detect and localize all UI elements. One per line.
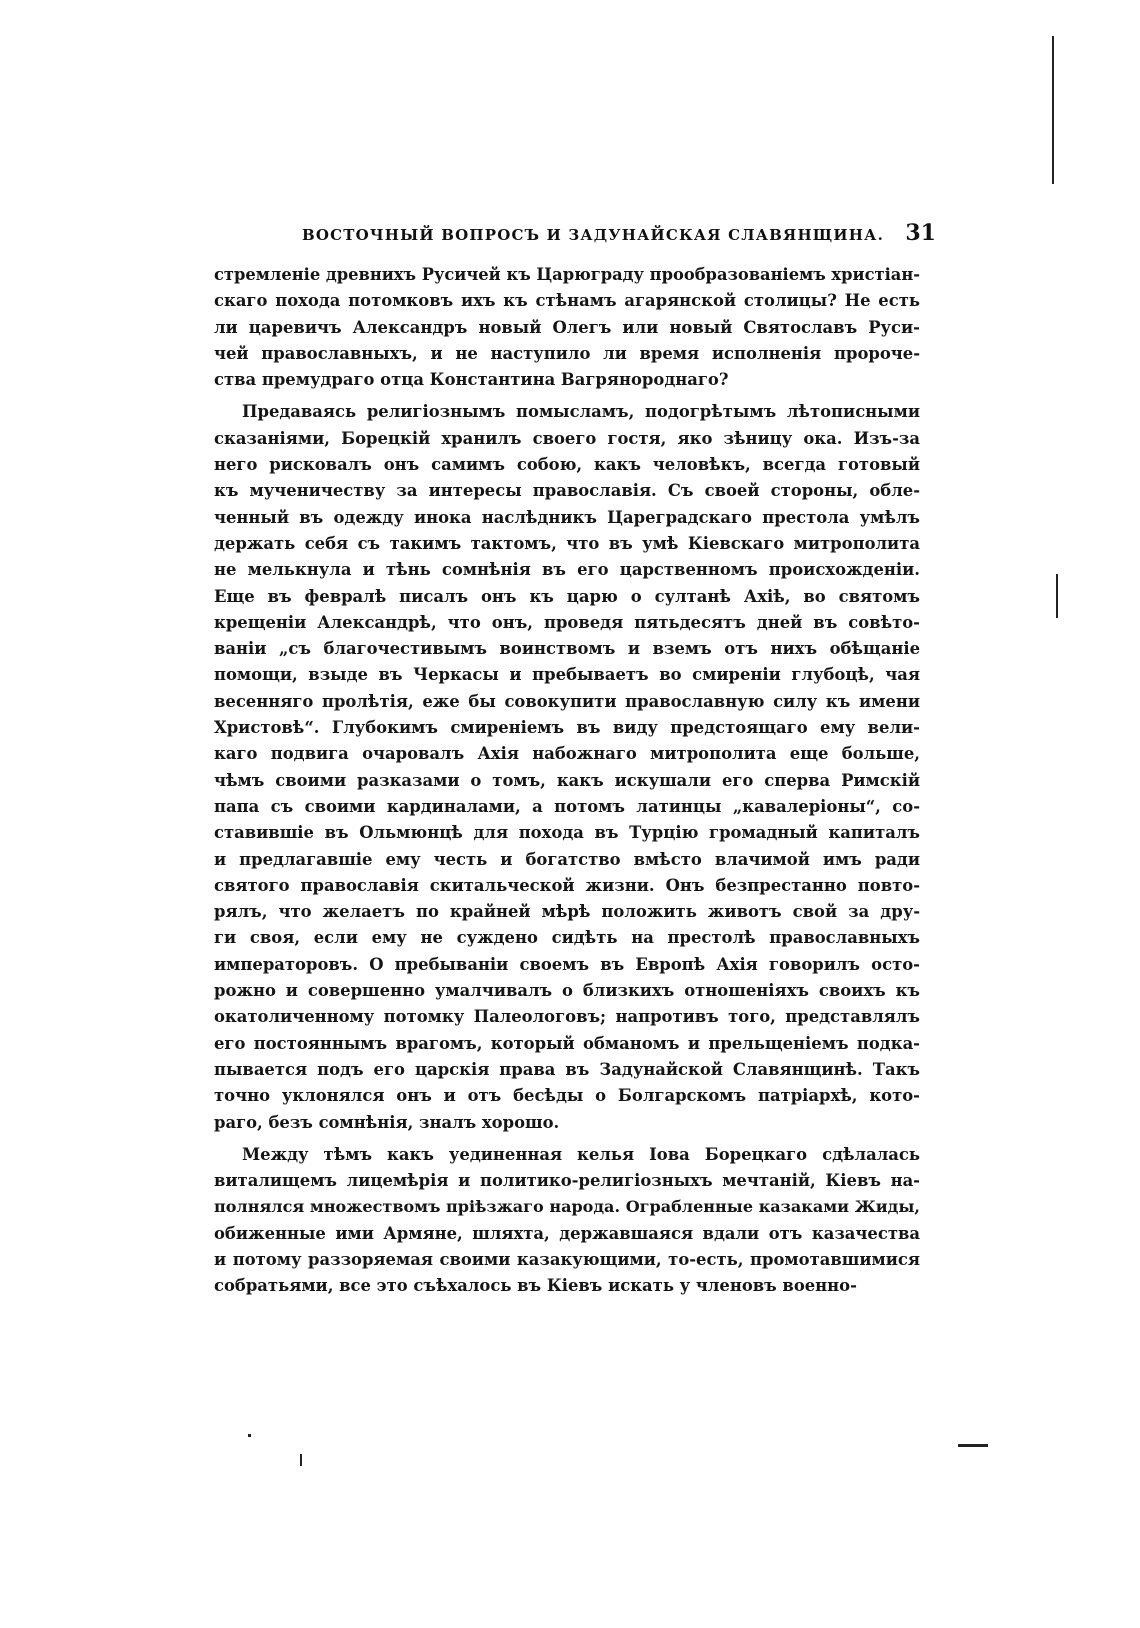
text-line: императоровъ. О пребываніи своемъ въ Европѣ Ахія говорилъ осто- [214,954,920,974]
text-line: Еще въ февралѣ писалъ онъ къ царю о султанѣ Ахіѣ, во святомъ [214,586,920,606]
text-line: рялъ, что желаетъ по крайней мѣрѣ положить животъ свой за дру- [214,902,920,922]
text-line: ства премудраго отца Константина Вагрянороднаго? [214,370,729,390]
text-line: папа съ своими кардиналами, а потомъ латинцы „кавалеріоны“, со- [214,796,920,816]
text-line: чей православныхъ, и не наступило ли время исполненія пророче- [214,343,920,363]
text-line: точно уклонялся онъ и отъ бесѣды о Болгарскомъ патріархѣ, кото- [214,1086,920,1106]
text-line: раго, безъ сомнѣнія, зналъ хорошо. [214,1112,560,1132]
scan-mark [300,1454,302,1466]
text-line: сказаніями, Борецкій хранилъ своего гостя, яко зѣницу ока. Изъ-за [214,428,920,448]
text-line: не мелькнула и тѣнь сомнѣнія въ его царственномъ происхожденіи. [214,560,920,580]
text-line: ги своя, если ему не суждено сидѣть на престолѣ православныхъ [214,928,920,948]
text-line: ченный въ одежду инока наслѣдникъ Цареградскаго престола умѣлъ [214,507,920,527]
text-line: помощи, взыде въ Черкасы и пребываетъ во смиреніи глубоцѣ, чая [214,665,920,685]
text-line: него рисковалъ онъ самимъ собою, какъ человѣкъ, всегда готовый [214,455,920,475]
text-line: виталищемъ лицемѣрія и политико-религіозныхъ мечтаній, Кіевъ на- [214,1171,920,1191]
paragraph [214,399,920,1135]
scan-mark [1052,36,1054,184]
text-line: святого православія скитальческой жизни. Онъ безпрестанно повто- [214,875,920,895]
body-text [214,262,920,1306]
scan-mark [248,1434,251,1437]
text-line: пывается подъ его царскія права въ Задунайской Славянщинѣ. Такъ [214,1059,920,1079]
text-line: чѣмъ своими разказами о томъ, какъ искушали его сперва Римскій [214,770,920,790]
text-line: полнялся множествомъ пріѣзжаго народа. Ограбленные казаками Жиды, [214,1197,920,1217]
text-line: держать себя съ такимъ тактомъ, что въ умѣ Кіевскаго митрополита [214,533,920,553]
paragraph [214,1142,920,1300]
scan-mark [1056,574,1058,618]
text-line: Христовѣ“. Глубокимъ смиреніемъ въ виду предстоящаго ему вели- [214,718,920,738]
text-line: стремленіе древнихъ Русичей къ Царюграду прообразованіемъ христіан- [214,265,920,284]
text-line: Предаваясь религіознымъ помысламъ, подогрѣтымъ лѣтописными [242,402,920,422]
text-line: скаго похода потомковъ ихъ къ стѣнамъ агарянской столицы? Не есть [214,291,920,311]
text-line: крещеніи Александрѣ, что онъ, проведя пятьдесятъ дней въ совѣто- [214,612,920,632]
text-line: собратьями, все это съѣхалось въ Кіевъ искать у членовъ военно- [214,1276,857,1296]
text-line: и потому раззоряемая своими казакующими, то-есть, промотавшимися [214,1249,920,1269]
text-line: его постояннымъ врагомъ, который обманомъ и прельщеніемъ подка- [214,1033,920,1053]
scan-mark [958,1444,988,1447]
text-line: и предлагавшіе ему честь и богатство вмѣсто влачимой имъ ради [214,849,920,869]
text-line: Между тѣмъ какъ уединенная келья Іова Борецкаго сдѣлалась [242,1144,920,1164]
text-line: обиженные ими Армяне, шляхта, державшаяся вдали отъ казачества [214,1223,920,1243]
page-number: 31 [905,220,936,246]
text-line: окатоличенному потомку Палеологовъ; напротивъ того, представлялъ [214,1007,920,1027]
paragraph [214,262,920,393]
page-header [302,220,942,250]
text-line: ли царевичъ Александръ новый Олегъ или новый Святославъ Руси- [214,317,920,337]
running-title: ВОСТОЧНЫЙ ВОПРОСЪ И ЗАДУНАЙСКАЯ СЛАВЯНЩИНА. [302,226,884,244]
text-line: каго подвига очаровалъ Ахія набожнаго митрополита еще больше, [214,744,920,764]
text-line: ставившіе въ Ольмюнцѣ для похода въ Турцію громадный капиталъ [214,823,920,843]
text-line: весенняго пролѣтія, еже бы совокупити православную силу къ имени [214,691,920,711]
text-line: къ мученичеству за интересы православія. Съ своей стороны, обле- [214,481,920,501]
text-line: рожно и совершенно умалчивалъ о близкихъ отношеніяхъ своихъ къ [214,981,920,1001]
text-line: ваніи „съ благочестивымъ воинствомъ и вземъ отъ нихъ обѣщаніе [214,639,920,659]
